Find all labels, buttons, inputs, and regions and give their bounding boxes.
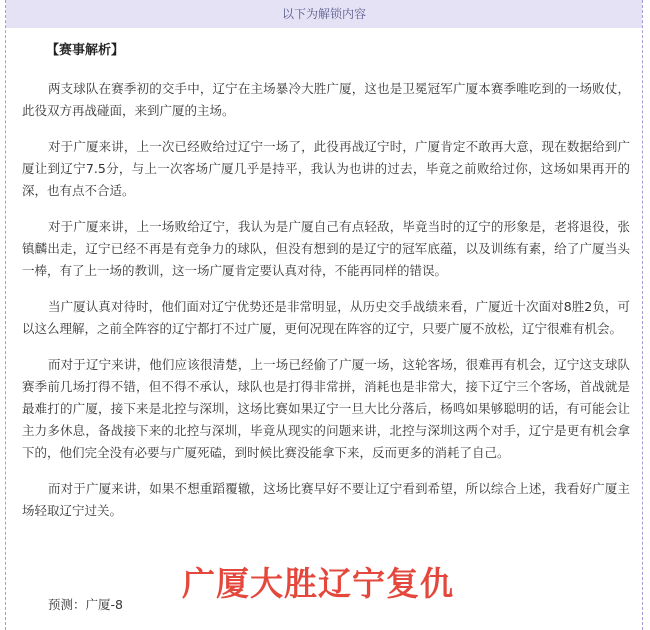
paragraph: 对于广厦来讲，上一场败给辽宁，我认为是广厦自己有点轻敌，毕竟当时的辽宁的形象是，老将退役，张镇麟出走，辽宁已经不再是有竞争力的球队，但没有想到的是辽宁的冠军底蕴，以及训练有素，给了广厦当头一棒，有了上一场的教训，这一场广厦肯定要认真对待，不能再同样的错误。 [22, 219, 630, 278]
paragraph: 对于广厦来讲，上一次已经败给过辽宁一场了，此役再战辽宁时，广厦肯定不敢再大意，现在数据给到广厦让到辽宁7.5分，与上一次客场广厦几乎是持平，我认为也讲的过去，毕竟之前败给过你，这场如果再开的深，也有点不合适。 [22, 139, 630, 198]
article-body [22, 40, 630, 536]
unlock-banner: 以下为解锁内容 [6, 0, 642, 28]
analysis-heading: 【赛事解析】 [46, 43, 125, 58]
paragraph: 而对于广厦来讲，如果不想重蹈覆辙，这场比赛早好不要让辽宁看到希望，所以综合上述，我看好广厦主场轻取辽宁过关。 [22, 481, 630, 518]
paragraph: 而对于辽宁来讲，他们应该很清楚，上一场已经偷了广厦一场，这轮客场，很难再有机会，辽宁这支球队赛季前几场打得不错，但不得不承认，球队也是打得非常拼，消耗也是非常大，接下辽宁三个客场，首战就是最难打的广厦，接下来是北控与深圳，这场比赛如果辽宁一旦大比分落后，杨鸣如果够聪明的话，有可能会让主力多休息，备战接下来的北控与深圳，毕竟从现实的问题来讲，北控与深圳这两个对手，辽宁是更有机会拿下的，他们完全没有必要与广厦死磕，到时候比赛没能拿下来，反而更多的消耗了自己。 [22, 357, 630, 460]
overlay-headline: 广厦大胜辽宁复仇 [182, 564, 454, 603]
prediction-text: 预测：广厦-8 [48, 597, 123, 612]
paragraph: 当广厦认真对待时，他们面对辽宁优势还是非常明显，从历史交手战绩来看，广厦近十次面对8胜2负，可以这么理解，之前全阵容的辽宁都打不过广厦，更何况现在阵容的辽宁，只要广厦不放松，辽宁很难有机会。 [22, 299, 630, 336]
paragraph: 两支球队在赛季初的交手中，辽宁在主场暴冷大胜广厦，这也是卫冕冠军广厦本赛季唯吃到的一场败仗，此役双方再战碰面，来到广厦的主场。 [22, 81, 630, 118]
